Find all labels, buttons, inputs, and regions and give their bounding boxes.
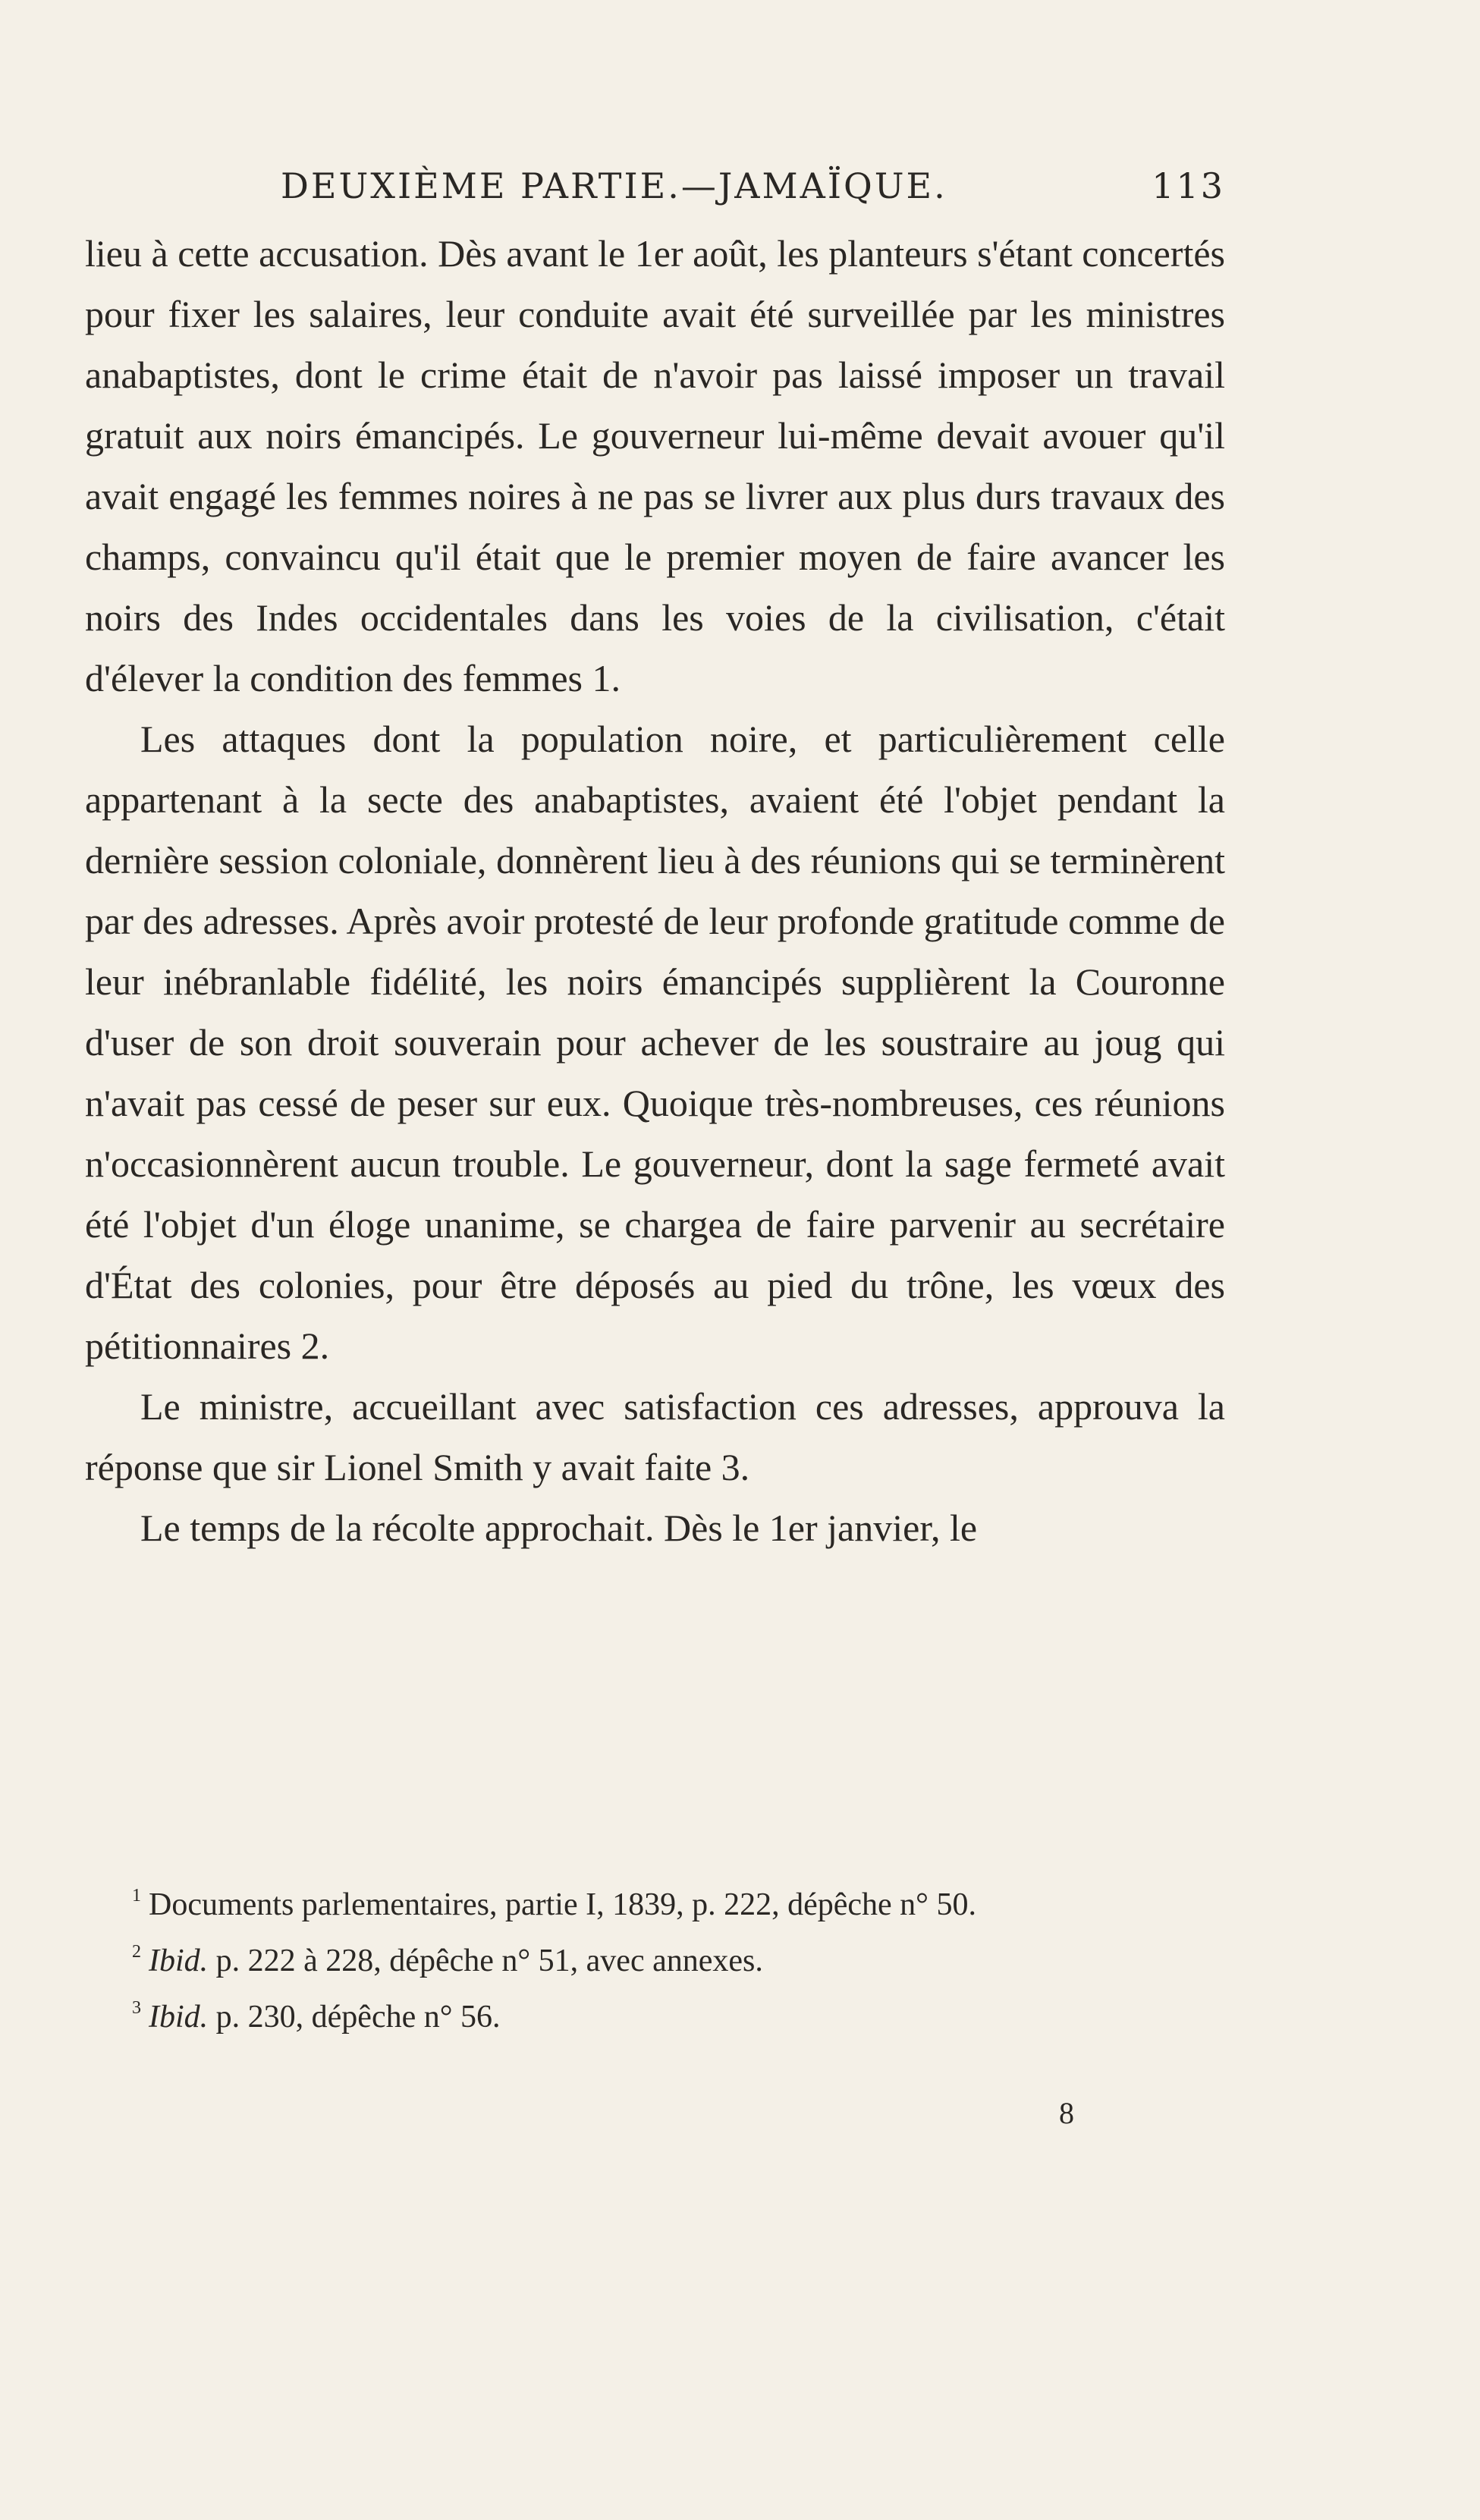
running-title: DEUXIÈME PARTIE.—JAMAÏQUE. [281,165,947,206]
footnote-2 [85,1928,1225,1984]
footnote-3 [85,1984,1225,2041]
paragraph-4: Le temps de la récolte approchait. Dès le 1er janvier, le [140,1507,978,1549]
page-header [281,165,1225,218]
signature-mark: 8 [1059,2096,1074,2130]
footnote-text: Documents parlementaires, partie I, 1839, p. 222, dépêche n° 50. [149,1887,976,1922]
footnotes [85,1872,1225,2041]
footnote-ibid: Ibid. [149,1943,209,1978]
body-text [85,223,1225,1558]
footnote-1 [85,1872,1225,1928]
footnote-marker: 1 [132,1886,141,1906]
footnote-ibid: Ibid. [149,2000,209,2035]
footnote-text: p. 230, dépêche n° 56. [215,2000,501,2035]
paragraph-2: Les attaques dont la population noire, et particulièrement celle appartenant à la secte des anabaptistes, avaient été l'objet pendant la dernière session coloniale, donnèrent lieu à des réunions qui se terminèrent par des adresses. Après avoir protesté de leur profonde gratitude comme de leur inébranlable fidélité, les noirs émancipés supplièrent la Couronne d'user de son droit souverain pour achever de les soustraire au joug qui n'avait pas cessé de peser sur eux. Quoique très-nombreuses, ces réunions n'occasionnèrent aucun trouble. Le gouverneur, dont la sage fermeté avait été l'objet d'un éloge unanime, se chargea de faire parvenir au secrétaire d'État des colonies, pour être déposés au pied du trône, les vœux des pétitionnaires 2. [85,718,1225,1367]
footnote-text: p. 222 à 228, dépêche n° 51, avec annexes. [215,1943,763,1978]
footnote-marker: 3 [132,1998,141,2018]
paragraph-3: Le ministre, accueillant avec satisfaction ces adresses, approuva la réponse que sir Lionel Smith y avait faite 3. [85,1385,1225,1488]
page-number: 113 [1152,165,1225,206]
footnote-marker: 2 [132,1942,141,1962]
paragraph-1: lieu à cette accusation. Dès avant le 1er août, les planteurs s'étant concertés pour fixer les salaires, leur conduite avait été surveillée par les ministres anabaptistes, dont le crime était de n'avoir pas laissé imposer un travail gratuit aux noirs émancipés. Le gouverneur lui-même devait avouer qu'il avait engagé les femmes noires à ne pas se livrer aux plus durs travaux des champs, convaincu qu'il était que le premier moyen de faire avancer les noirs des Indes occidentales dans les voies de la civilisation, c'était d'élever la condition des femmes 1. [85,232,1225,699]
